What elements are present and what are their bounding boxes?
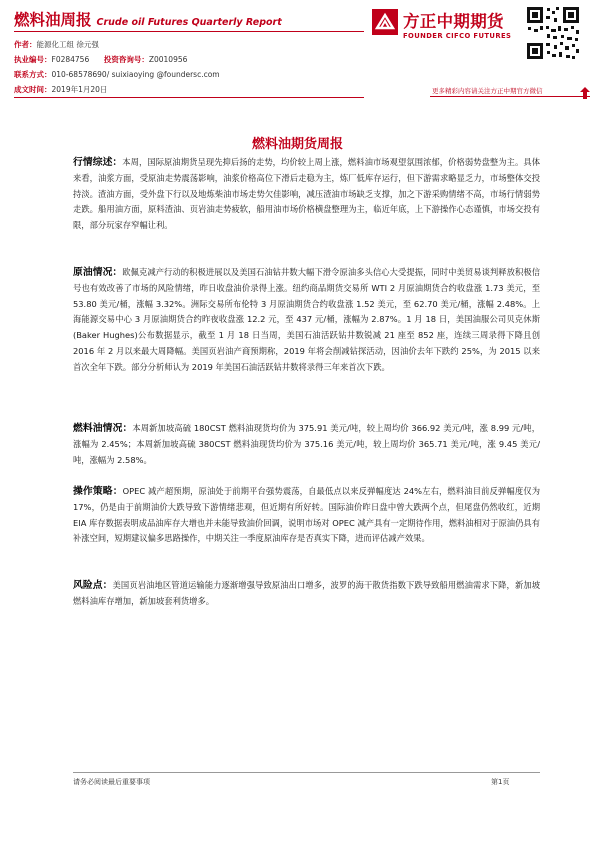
date-value: 2019年1月20日 xyxy=(51,85,108,94)
contact-value: 010-68578690/ suixiaoying @foundersc.com xyxy=(51,70,220,79)
author-row xyxy=(14,39,99,50)
footer-divider xyxy=(73,772,540,773)
page-number: 第1页 xyxy=(491,778,510,786)
section-heading: 燃料油情况： xyxy=(73,423,133,434)
section-market-summary xyxy=(73,155,540,234)
section-risk xyxy=(73,578,540,610)
section-crude-oil xyxy=(73,265,540,376)
author-label: 作者： xyxy=(14,40,37,49)
report-title-cn: 燃料油周报 xyxy=(14,11,92,29)
company-logo xyxy=(372,8,522,46)
consult-value: Z0010956 xyxy=(148,55,188,64)
consult-label: 投资咨询号： xyxy=(103,55,149,64)
section-body: OPEC 减产超预期，原油处于前期平台强势震荡，自最低点以来反弹幅度达 24%左右，燃料油目前反弹幅度仅为 17%，仍是由于前期油价大跌导致下游情绪悲观，但近期有所好转。国际油价昨日盘中曾大跌两个点，但尾盘仍然收红，近期 EIA 库存数据表明成品油库存大增也并未能导致油价回调，说明市场对 OPEC 减产具有一定期待作用，燃料油相对于原油仍具有补涨空间，短期建议偏多思路操作，中期关注一季度原油库存是否真实下降，进而评估减产效果。 xyxy=(73,486,540,544)
arrow-up-icon xyxy=(580,84,590,96)
logo-mark-icon xyxy=(372,9,398,35)
footer-disclaimer: 请务必阅读最后重要事项 xyxy=(73,778,150,786)
logo-text-cn: 方正中期期货 xyxy=(403,12,504,31)
report-title-en: Crude oil Futures Quarterly Report xyxy=(96,17,282,28)
header-bottom-divider xyxy=(14,97,364,98)
section-body: 欧佩克减产行动的积极进展以及美国石油钻井数大幅下滑令原油多头信心大受提振，同时中美贸易谈判释放积极信号也有效改善了市场的风险情绪，昨日收盘油价录得上涨。纽约商品期货交易所 WTI 2 月原油期货合约收盘涨 1.73 美元，至 53.80 美元/桶，涨幅 3.32%。洲际交易所布伦特 3 月原油期货合约收盘涨 1.52 美元，至 62.70 美元/桶，涨幅 2.48%。上海能源交易中心 3 月原油期货合约昨夜收盘涨 12.2 元，至 437 元/桶，涨幅为 2.87%。1 月 18 日，美国油服公司贝克休斯(Baker Hughes)公布数据显示，截至 1 月 18 日当周，美国石油活跃钻井数锐减 21 座至 852 座，连续三周录得下降且创 2016 年 2 月以来最大周降幅。美国页岩油产商预期称，2019 年将会削减钻探活动，因油价去年下跌约 25%，为 2015 以来首次全年下跌。部分分析师认为 2019 年美国石油活跃钻井数将录得三年来首次下跌。 xyxy=(73,267,540,372)
section-heading: 原油情况： xyxy=(73,267,123,278)
document-title: 燃料油期货周报 xyxy=(251,137,343,152)
qr-code-icon xyxy=(525,5,581,61)
license-label: 执业编号： xyxy=(14,55,52,64)
contact-label: 联系方式： xyxy=(14,70,52,79)
section-body: 美国页岩油地区管道运输能力逐渐增强导致原油出口增多，波罗的海干散货指数下跌导致船用燃油需求下降，新加坡燃料油库存增加，新加坡套利货增多。 xyxy=(73,580,541,606)
section-body: 本周，国际原油期货呈现先抑后扬的走势，均价较上周上涨，燃料油市场观望氛围浓郁，价格弱势盘整为主。具体来看，油浆方面，受原油走势震荡影响，油浆价格高位下滑后走稳为主，炼厂低库存运行，但下游需求略显乏力，市场整体交投持淡。渣油方面，受外盘下行以及地炼柴油市场走势欠佳影响，减压渣油市场缺乏支撑，加之下游采购情绪不高，市场行情弱势走跌。船用油方面，原料渣油、页岩油走势疲软，船用油市场价格横盘整理为主，临近年底，上下游操作心态谨慎，市场交投有限，部分玩家存窄幅让利。 xyxy=(73,157,540,231)
section-strategy xyxy=(73,484,540,547)
section-fuel-oil xyxy=(73,421,540,468)
section-heading: 行情综述： xyxy=(73,157,123,168)
follow-underline xyxy=(430,96,590,97)
license-row xyxy=(14,54,187,65)
date-row xyxy=(14,84,107,95)
report-title xyxy=(14,8,282,30)
wechat-follow-text: 更多精彩内容请关注方正中期官方微信 xyxy=(432,87,543,95)
header-divider xyxy=(14,31,364,32)
section-heading: 操作策略： xyxy=(73,486,123,497)
author-value: 能源化工组 徐元强 xyxy=(36,40,99,49)
date-label: 成文时间： xyxy=(14,85,52,94)
section-heading: 风险点： xyxy=(73,580,113,591)
section-body: 本周新加坡高硫 180CST 燃料油现货均价为 375.91 美元/吨，较上周均价 366.92 美元/吨，涨 8.99 元/吨，涨幅为 2.45%；本周新加坡高硫 380CST 燃料油现货均价为 375.16 美元/吨，较上周均价 365.71 美元/吨，涨 9.45 美元/吨，涨幅为 2.58%。 xyxy=(73,423,540,465)
report-header xyxy=(0,0,595,95)
contact-row xyxy=(14,69,220,80)
license-value: F0284756 xyxy=(51,55,90,64)
logo-text-en: FOUNDER CIFCO FUTURES xyxy=(403,32,512,40)
